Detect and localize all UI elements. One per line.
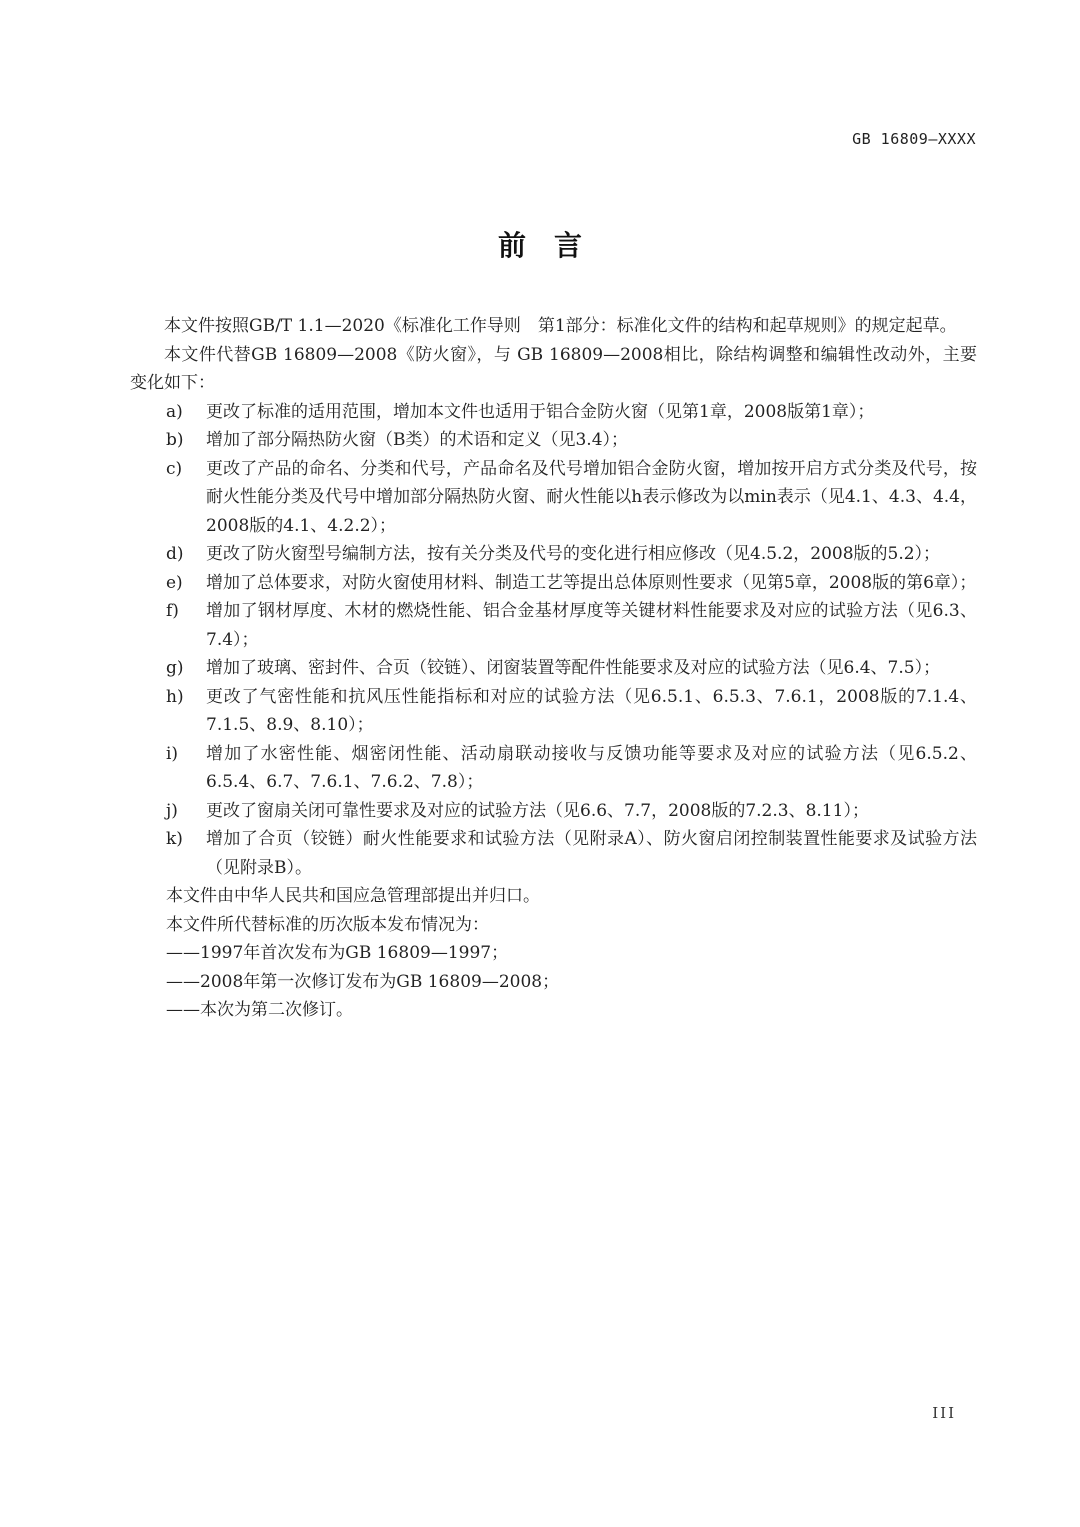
list-item [166,569,977,598]
list-marker: b) [166,430,184,450]
list-text: 增加了玻璃、密封件、合页（铰链）、闭窗装置等配件性能要求及对应的试验方法（见6.4、7.5）； [206,658,941,678]
list-text: 更改了窗扇关闭可靠性要求及对应的试验方法（见6.6、7.7，2008版的7.2.3、8.11）； [206,800,869,821]
list-item [166,683,977,740]
list-item [166,426,977,455]
list-marker: h) [166,686,184,707]
list-marker: j) [166,800,178,821]
document-code: GB 16809—XXXX [852,130,976,148]
foreword-body [130,312,977,1025]
paragraph-drafting-rules: 本文件按照GB/T 1.1—2020《标准化工作导则 第1部分：标准化文件的结构和起草规则》的规定起草。 [164,316,957,336]
list-marker: c) [166,458,183,479]
list-item [166,825,977,882]
list-item [166,540,977,569]
changes-list [130,398,977,883]
paragraph-proposer: 本文件由中华人民共和国应急管理部提出并归口。 [166,886,540,906]
list-text: 更改了防火窗型号编制方法，按有关分类及代号的变化进行相应修改（见4.5.2，2008版的5.2）； [206,544,941,564]
list-marker: e) [166,572,183,593]
list-marker: k) [166,829,183,849]
list-text: 更改了标准的适用范围，增加本文件也适用于铝合金防火窗（见第1章，2008版第1章）； [206,401,875,422]
page-number: III [932,1404,956,1422]
history-line: ——1997年首次发布为GB 16809—1997； [166,943,509,963]
history-line: ——2008年第一次修订发布为GB 16809—2008； [166,971,560,992]
list-marker: a) [166,401,183,422]
list-item [166,398,977,427]
list-item [166,797,977,826]
list-marker: i) [166,743,179,764]
list-text: 增加了水密性能、烟密闭性能、活动扇联动接收与反馈功能等要求及对应的试验方法（见6.5.2、6.5.4、6.7、7.6.1、7.6.2、7.8）； [206,743,977,792]
list-item [166,654,977,683]
list-text: 更改了产品的命名、分类和代号，产品命名及代号增加铝合金防火窗，增加按开启方式分类及代号，按耐火性能分类及代号中增加部分隔热防火窗、耐火性能以h表示修改为以min表示（见4.1、4.3、4.4，2008版的4.1、4.2.2）； [206,458,977,536]
list-marker: d) [166,544,184,564]
list-item [166,455,977,541]
list-item [166,597,977,654]
page-title: 前言 [497,229,610,262]
list-marker: g) [166,658,184,678]
paragraph-replacement: 本文件代替GB 16809—2008《防火窗》，与 GB 16809—2008相比，除结构调整和编辑性改动外，主要变化如下： [130,344,977,393]
paragraph-history-intro: 本文件所代替标准的历次版本发布情况为： [166,914,489,935]
list-text: 更改了气密性能和抗风压性能指标和对应的试验方法（见6.5.1、6.5.3、7.6.1，2008版的7.1.4、7.1.5、8.9、8.10）； [206,686,977,735]
history-line: ——本次为第二次修订。 [166,1000,353,1020]
list-text: 增加了部分隔热防火窗（B类）的术语和定义（见3.4）； [206,430,629,450]
list-marker: f) [166,601,179,621]
list-text: 增加了总体要求，对防火窗使用材料、制造工艺等提出总体原则性要求（见第5章，2008版的第6章）； [206,572,977,593]
list-text: 增加了钢材厚度、木材的燃烧性能、铝合金基材厚度等关键材料性能要求及对应的试验方法（见6.3、7.4）； [206,601,977,650]
list-text: 增加了合页（铰链）耐火性能要求和试验方法（见附录A）、防火窗启闭控制装置性能要求及试验方法（见附录B）。 [206,829,977,878]
list-item [166,740,977,797]
